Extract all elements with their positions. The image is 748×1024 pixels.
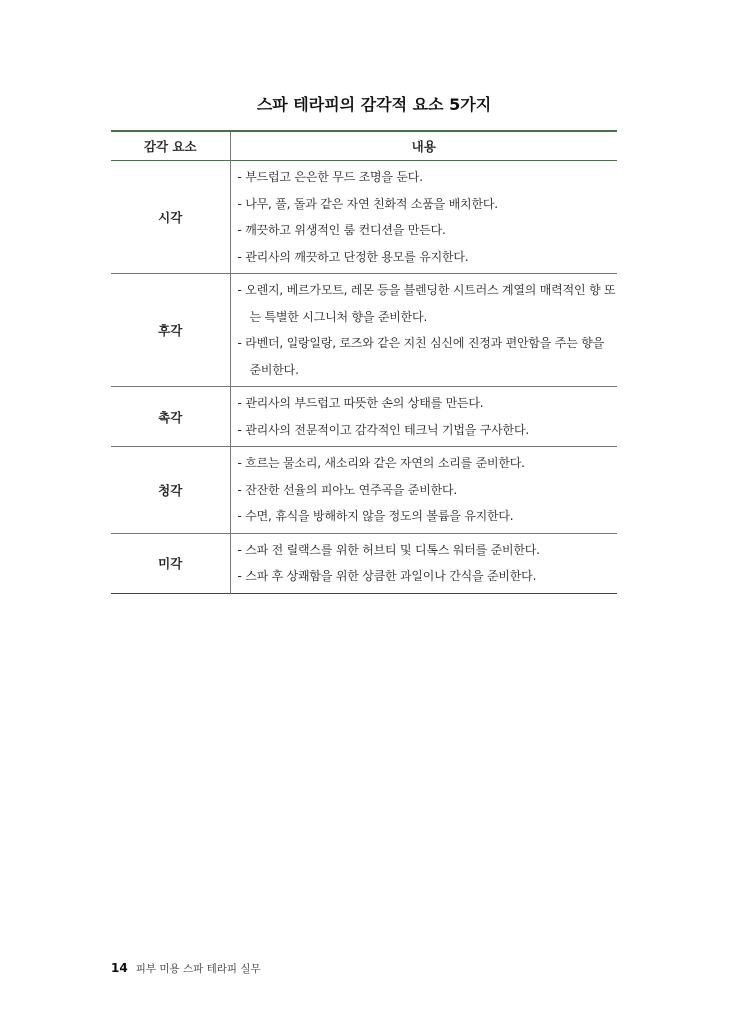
- table-row: [111, 447, 617, 534]
- list-item: - 스파 전 릴랙스를 위한 허브티 및 디톡스 워터를 준비한다.: [237, 542, 540, 557]
- list-item: - 부드럽고 은은한 무드 조명을 둔다.: [237, 170, 423, 184]
- list-item: - 흐르는 물소리, 새소리와 같은 자연의 소리를 준비한다.: [237, 456, 525, 470]
- page-title: 스파 테라피의 감각적 요소 5가지: [256, 95, 492, 114]
- list-item: - 관리사의 전문적이고 감각적인 테크닉 기법을 구사한다.: [237, 422, 529, 437]
- list-item: - 스파 후 상쾌함을 위한 상큼한 과일이나 간식을 준비한다.: [237, 569, 537, 583]
- page-number: 14: [111, 961, 128, 975]
- category-cell: 후각: [111, 274, 230, 387]
- content-cell: [230, 274, 617, 387]
- table-header-row: [111, 131, 617, 161]
- category-cell: 청각: [111, 447, 230, 534]
- category-cell: 시각: [111, 161, 230, 274]
- table-row: [111, 533, 617, 593]
- category-cell: 미각: [111, 533, 230, 593]
- list-item: - 잔잔한 선율의 피아노 연주곡을 준비한다.: [237, 482, 457, 497]
- list-item: - 관리사의 깨끗하고 단정한 용모를 유지한다.: [237, 249, 469, 264]
- header-content: 내용: [411, 139, 436, 154]
- table-row: [111, 387, 617, 447]
- content-cell: [230, 161, 617, 274]
- list-item: - 오렌지, 베르가모트, 레몬 등을 블렌딩한 시트러스 계열의 매력적인 향 또는 특별한 시그니처 향을 준비한다.: [237, 283, 616, 324]
- list-item: - 수면, 휴식을 방해하지 않을 정도의 볼륨을 유지한다.: [237, 509, 514, 523]
- header-category: 감각 요소: [111, 131, 230, 161]
- list-item: - 나무, 풀, 돌과 같은 자연 친화적 소품을 배치한다.: [237, 196, 498, 211]
- sensory-elements-table: [111, 130, 617, 594]
- book-title: 피부 미용 스파 테라피 실무: [135, 963, 261, 975]
- content-cell: [230, 533, 617, 593]
- list-item: - 깨끗하고 위생적인 룸 컨디션을 만든다.: [237, 223, 446, 237]
- page-footer: [111, 961, 261, 976]
- list-item: - 라벤더, 일랑일랑, 로즈와 같은 지친 심신에 진정과 편안함을 주는 향을 준비한다.: [237, 336, 604, 377]
- list-item: - 관리사의 부드럽고 따뜻한 손의 상태를 만든다.: [237, 396, 484, 410]
- category-cell: 촉각: [111, 387, 230, 447]
- table-row: [111, 161, 617, 274]
- table-row: [111, 274, 617, 387]
- content-cell: [230, 387, 617, 447]
- content-cell: [230, 447, 617, 534]
